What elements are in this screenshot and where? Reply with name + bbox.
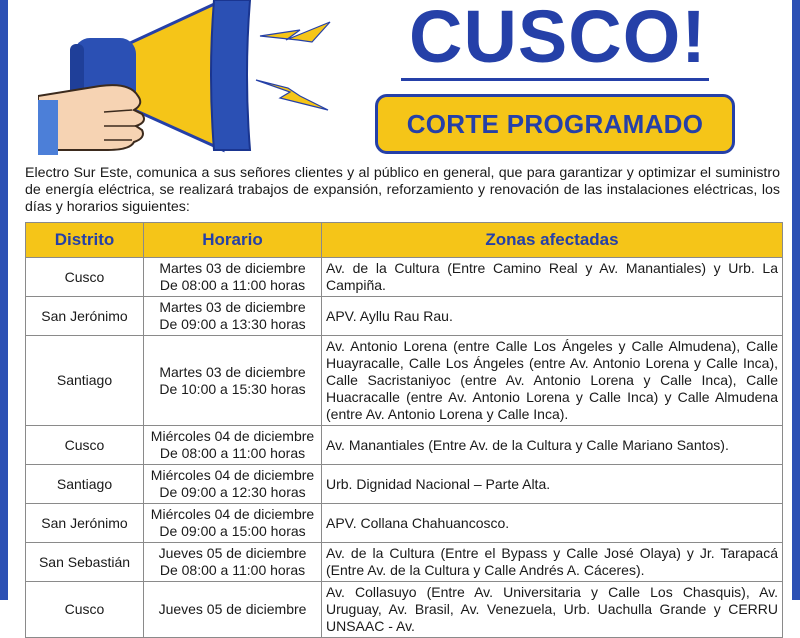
- table-row: [26, 426, 783, 465]
- hero-banner: [8, 0, 792, 160]
- table-header-row: [26, 223, 783, 258]
- zonas-cell: Urb. Dignidad Nacional – Parte Alta.: [322, 465, 783, 504]
- horario-dia: Jueves 05 de diciembre: [158, 545, 307, 561]
- column-header-horario: Horario: [144, 223, 322, 258]
- horario-cell: [144, 258, 322, 297]
- table-row: [26, 336, 783, 426]
- zonas-cell: Av. de la Cultura (Entre Camino Real y Av. Manantiales) y Urb. La Campiña.: [322, 258, 783, 297]
- horario-hora: De 08:00 a 11:00 horas: [159, 277, 306, 293]
- distrito-cell: San Jerónimo: [26, 504, 144, 543]
- table-row: [26, 582, 783, 638]
- horario-cell: [144, 336, 322, 426]
- title-underline: [401, 78, 709, 81]
- horario-cell: [144, 297, 322, 336]
- column-header-zonas: Zonas afectadas: [322, 223, 783, 258]
- zonas-cell: Av. Manantiales (Entre Av. de la Cultura y Calle Mariano Santos).: [322, 426, 783, 465]
- zonas-cell: Av. de la Cultura (Entre el Bypass y Calle José Olaya) y Jr. Tarapacá (Entre Av. de la Cultura y Calle Andrés A. Cáceres).: [322, 543, 783, 582]
- zonas-cell: APV. Collana Chahuancosco.: [322, 504, 783, 543]
- horario-dia: Martes 03 de diciembre: [159, 260, 306, 276]
- lightning-icon: [256, 22, 330, 110]
- horario-dia: Miércoles 04 de diciembre: [150, 428, 315, 444]
- horario-hora: De 09:00 a 15:00 horas: [159, 523, 306, 539]
- horario-cell: [144, 582, 322, 638]
- schedule-table: [25, 222, 783, 638]
- table-row: [26, 504, 783, 543]
- intro-paragraph: Electro Sur Este, comunica a sus señores clientes y al público en general, que para garantizar y optimizar el suministro de energía eléctrica, se realizará trabajos de expansión, reforzamiento y renovación de las instalaciones eléctricas, los días y horarios siguientes:: [25, 165, 780, 215]
- horario-hora: De 08:00 a 11:00 horas: [159, 562, 306, 578]
- horario-hora: De 09:00 a 13:30 horas: [159, 316, 306, 332]
- horario-dia: Martes 03 de diciembre: [159, 299, 306, 315]
- corte-programado-badge: CORTE PROGRAMADO: [375, 94, 735, 154]
- horario-cell: [144, 426, 322, 465]
- distrito-cell: San Jerónimo: [26, 297, 144, 336]
- horario-hora: De 09:00 a 12:30 horas: [159, 484, 306, 500]
- zonas-cell: APV. Ayllu Rau Rau.: [322, 297, 783, 336]
- distrito-cell: Cusco: [26, 582, 144, 638]
- page-title: CUSCO!: [409, 0, 707, 78]
- horario-dia: Jueves 05 de diciembre: [158, 601, 307, 617]
- horario-dia: Martes 03 de diciembre: [159, 363, 306, 380]
- distrito-cell: Cusco: [26, 426, 144, 465]
- distrito-cell: San Sebastián: [26, 543, 144, 582]
- horario-cell: [144, 504, 322, 543]
- distrito-cell: Cusco: [26, 258, 144, 297]
- horario-dia: Miércoles 04 de diciembre: [150, 506, 315, 522]
- megaphone-icon: [38, 0, 338, 160]
- distrito-cell: Santiago: [26, 336, 144, 426]
- distrito-cell: Santiago: [26, 465, 144, 504]
- table-row: [26, 297, 783, 336]
- table-row: [26, 543, 783, 582]
- horario-hora: De 10:00 a 15:30 horas: [159, 380, 306, 397]
- table-row: [26, 258, 783, 297]
- horario-cell: [144, 543, 322, 582]
- horario-dia: Miércoles 04 de diciembre: [150, 467, 315, 483]
- zonas-cell: Av. Antonio Lorena (entre Calle Los Ángeles y Calle Almudena), Calle Huayracalle, Calle Los Ángeles (entre Av. Antonio Lorena y Calle Inca), Calle Sacristaniyoc (entre Av. Antonio Lorena y Calle Inca), Calle Huacracalle (entre Av. Antonio Lorena y Calle Inca) y Calle Almudena (entre Av. Antonio Lorena y Calle Inca).: [322, 336, 783, 426]
- frame-right-border: [792, 0, 800, 600]
- column-header-distrito: Distrito: [26, 223, 144, 258]
- horario-hora: De 08:00 a 11:00 horas: [159, 445, 306, 461]
- frame-left-border: [0, 0, 8, 600]
- zonas-cell: Av. Collasuyo (Entre Av. Universitaria y Calle Los Chasquis), Av. Uruguay, Av. Brasil, Av. Venezuela, Urb. Uachulla Grande y CERRU UNSAAC - Av.: [322, 582, 783, 638]
- table-row: [26, 465, 783, 504]
- horario-cell: [144, 465, 322, 504]
